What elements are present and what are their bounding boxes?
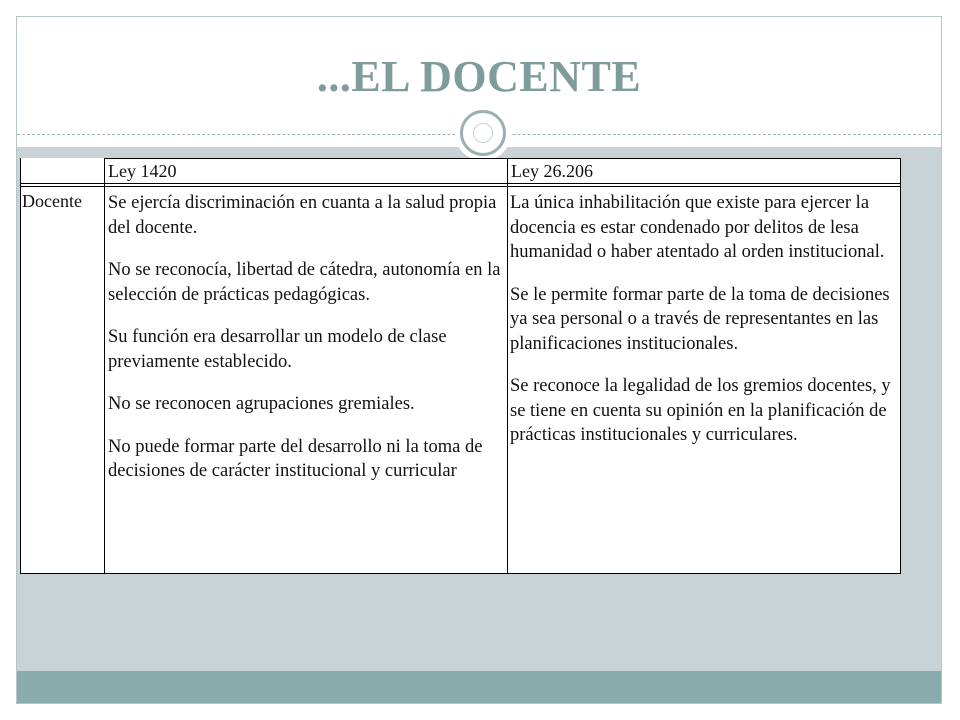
header-ley-26206: Ley 26.206 [511,161,593,181]
header-double-rule [20,183,900,187]
column-divider-1 [104,158,105,573]
row-label-docente: Docente [22,191,82,211]
header-ley-1420: Ley 1420 [108,161,177,181]
ley26206-item: La única inhabilitación que existe para ejercer la docencia es estar condenado por delitos de lesa humanidad o haber atentado al orden institucional. [510,193,885,262]
footer-bar [17,671,941,704]
ley1420-item: No puede formar parte del desarrollo ni la toma de decisiones de carácter institucional y curricular [108,436,483,481]
circle-ornament-icon [455,105,511,161]
column-divider-2 [507,158,508,573]
slide-title: ...EL DOCENTE [316,52,642,101]
ley1420-item: Su función era desarrollar un modelo de clase previamente establecido. [108,327,447,372]
ley1420-item: No se reconocía, libertad de cátedra, autonomía en la selección de prácticas pedagógicas. [108,260,501,305]
ley1420-item: No se reconocen agrupaciones gremiales. [108,394,415,414]
ornament-inner-ring [473,123,493,143]
ornament-ring [460,110,506,156]
cell-ley-26206 [510,191,898,466]
comparison-table [20,158,901,574]
table-left-border [20,158,21,573]
ley26206-item: Se reconoce la legalidad de los gremios docentes, y se tiene en cuenta su opinión en la planificación de prácticas institucionales y curriculares. [510,376,891,445]
table-top-border [104,158,900,159]
cell-ley-1420 [108,191,504,502]
ley1420-item: Se ejercía discriminación en cuanta a la salud propia del docente. [108,193,497,238]
ley26206-item: Se le permite formar parte de la toma de decisiones ya sea personal o a través de representantes en las planificaciones institucionales. [510,284,890,354]
